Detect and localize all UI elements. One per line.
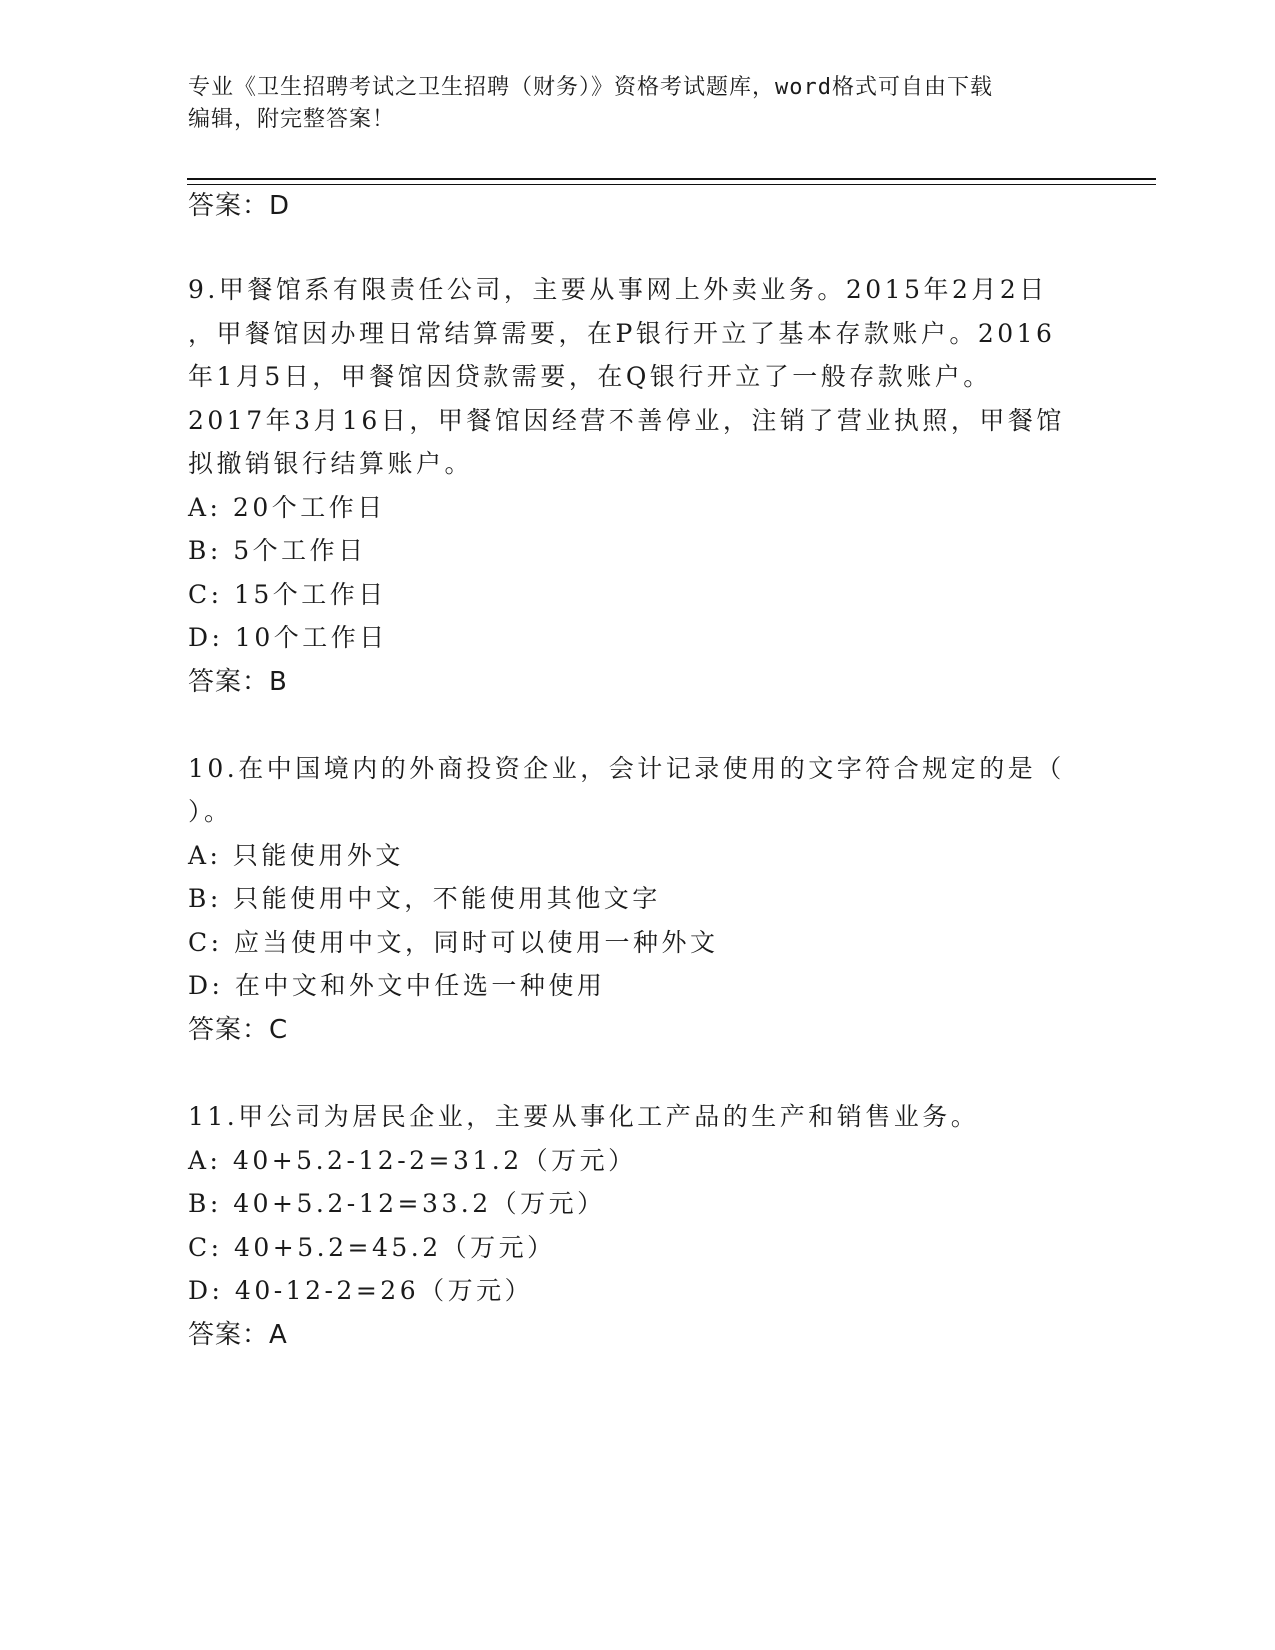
header-rule-thin (187, 184, 1156, 185)
question-stem-line: ）。 (188, 797, 233, 826)
prev-answer: 答案：D (188, 191, 291, 221)
option-d: D: 在中文和外文中任选一种使用 (188, 971, 606, 1000)
option-a: A: 只能使用外文 (188, 841, 404, 870)
header-rule-thick (187, 178, 1156, 180)
option-d: D: 40-12-2=26（万元） (188, 1276, 534, 1305)
answer: 答案：A (188, 1320, 288, 1350)
option-a: A: 40+5.2-12-2=31.2（万元） (188, 1146, 637, 1175)
question-stem-line: 10.在中国境内的外商投资企业，会计记录使用的文字符合规定的是（ (188, 754, 1065, 783)
option-b: B: 40+5.2-12=33.2（万元） (188, 1189, 606, 1218)
header-line-2: 编辑，附完整答案！ (188, 107, 396, 132)
question-stem-line: ，甲餐馆因办理日常结算需要，在P银行开立了基本存款账户。2016 (188, 319, 1056, 348)
option-b: B: 只能使用中文，不能使用其他文字 (188, 884, 661, 913)
option-b: B: 5个工作日 (188, 536, 367, 565)
option-c: C: 15个工作日 (188, 580, 387, 609)
option-a: A: 20个工作日 (188, 493, 386, 522)
page-header (188, 72, 1088, 136)
question-stem-line: 11.甲公司为居民企业，主要从事化工产品的生产和销售业务。 (188, 1102, 980, 1131)
option-d: D: 10个工作日 (188, 623, 388, 652)
question-stem-line: 拟撤销银行结算账户。 (188, 449, 474, 478)
question-stem-line: 9.甲餐馆系有限责任公司，主要从事网上外卖业务。2015年2月2日 (188, 275, 1048, 304)
option-c: C: 40+5.2=45.2（万元） (188, 1233, 556, 1262)
question-stem-line: 年1月5日，甲餐馆因贷款需要，在Q银行开立了一般存款账户。 (188, 362, 992, 391)
answer: 答案：B (188, 667, 288, 697)
answer: 答案：C (188, 1015, 289, 1045)
question-stem-line: 2017年3月16日，甲餐馆因经营不善停业，注销了营业执照，甲餐馆 (188, 406, 1065, 435)
option-c: C: 应当使用中文，同时可以使用一种外文 (188, 928, 719, 957)
header-line-1: 专业《卫生招聘考试之卫生招聘（财务）》资格考试题库，word格式可自由下载 (188, 75, 993, 100)
